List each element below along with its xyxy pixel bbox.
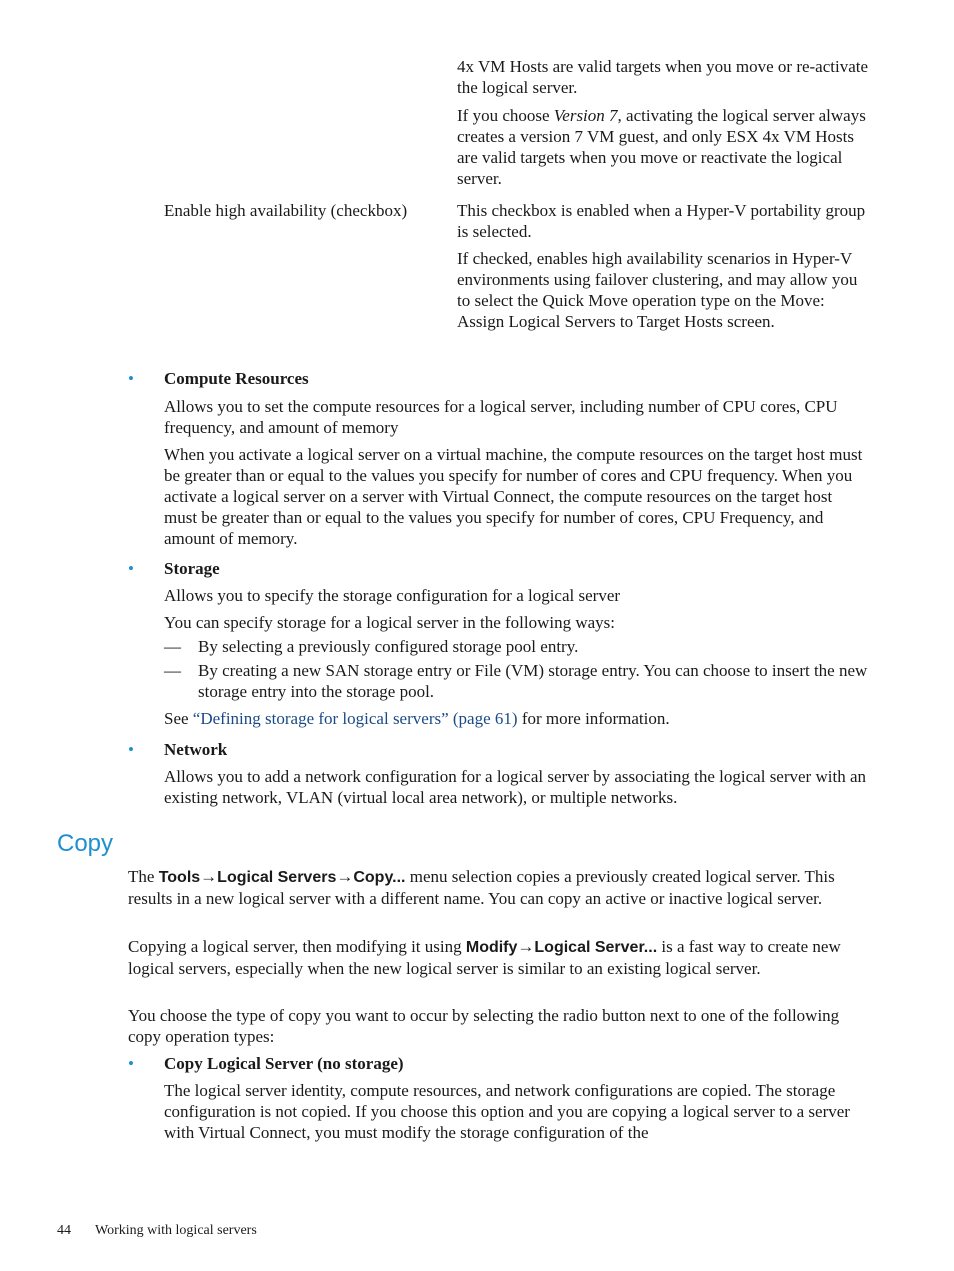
paragraph: You choose the type of copy you want to occur by selecting the radio button next to one of the following copy operation types:	[128, 1006, 840, 1046]
menu-path-item: Logical Servers	[217, 869, 337, 886]
arrow-icon: →	[200, 867, 218, 886]
emphasis-text: Version 7	[553, 106, 618, 125]
text-run: for more information.	[517, 709, 670, 728]
paragraph	[128, 936, 870, 979]
bullet-icon: •	[128, 369, 134, 388]
arrow-icon: →	[517, 937, 535, 956]
paragraph: Allows you to add a network configuration for a logical server by associating the logical server with an existing network, VLAN (virtual local area network), or multiple networks.	[164, 767, 866, 807]
bullet-title-network: Network	[164, 740, 228, 759]
paragraph	[128, 866, 870, 909]
dash-marker: —	[164, 637, 181, 656]
text-run: menu selection copies a previously created logical server. This results in a new logical server with a different name. You can copy an active or inactive logical server.	[128, 867, 835, 908]
paragraph: Allows you to set the compute resources for a logical server, including number of CPU cores, CPU frequency, and amount of memory	[164, 397, 838, 437]
bullet-icon: •	[128, 740, 134, 759]
menu-path-item: Modify	[465, 939, 518, 956]
menu-path-item: Logical Server...	[534, 939, 658, 956]
footer-section-title: Working with logical servers	[95, 1223, 257, 1238]
paragraph: When you activate a logical server on a virtual machine, the compute resources on the target host must be greater than or equal to the values you specify for number of cores and CPU frequency. When you activate a logical server on a server with Virtual Connect, the compute resources on the target host must be greater than or equal to the values you specify for number of cores, CPU Frequency, and amount of memory.	[164, 445, 863, 548]
bullet-title-copy-no-storage: Copy Logical Server (no storage)	[164, 1054, 404, 1073]
menu-path-item: Copy...	[353, 869, 406, 886]
bullet-title-storage: Storage	[164, 559, 220, 578]
table-text: This checkbox is enabled when a Hyper-V portability group is selected.	[457, 201, 866, 241]
text-run: The	[128, 867, 159, 886]
bullet-icon: •	[128, 1054, 134, 1073]
text-run: See	[164, 709, 193, 728]
text-run: is a fast way to create new logical servers, especially when the new logical server is similar to an existing logical server.	[128, 937, 841, 978]
arrow-icon: →	[336, 867, 354, 886]
table-text: If checked, enables high availability scenarios in Hyper-V environments using failover clustering, and may allow you to select the Quick Move operation type on the Move: Assign Logical Servers to Target Hosts screen.	[457, 249, 858, 331]
section-heading-copy: Copy	[57, 830, 114, 857]
table-text	[457, 105, 869, 189]
paragraph	[164, 708, 869, 729]
page-number: 44	[57, 1223, 71, 1238]
table-row-2-description	[457, 200, 869, 332]
table-text: 4x VM Hosts are valid targets when you move or re-activate the logical server.	[457, 57, 869, 97]
paragraph: Allows you to specify the storage configuration for a logical server	[164, 586, 621, 605]
bullet-icon: •	[128, 559, 134, 578]
text-run: Copying a logical server, then modifying it using	[128, 937, 466, 956]
dash-marker: —	[164, 661, 181, 680]
bullet-title-compute: Compute Resources	[164, 369, 309, 388]
list-item: By creating a new SAN storage entry or File (VM) storage entry. You can choose to insert the new storage entry into the storage pool.	[198, 661, 868, 701]
list-item: By selecting a previously configured storage pool entry.	[198, 637, 579, 656]
text-run: If you choose	[457, 106, 554, 125]
table-row-1-description	[457, 56, 869, 189]
paragraph: You can specify storage for a logical server in the following ways:	[164, 613, 616, 632]
table-row-2-term: Enable high availability (checkbox)	[164, 201, 408, 220]
menu-path-item: Tools	[158, 869, 201, 886]
text-run: , activating the logical server always creates a version 7 VM guest, and only ESX 4x VM Hosts are valid targets when you move or reactivate the logical server.	[457, 106, 866, 188]
paragraph: The logical server identity, compute resources, and network configurations are copied. The storage configuration is not copied. If you choose this option and you are copying a logical server to a server with Virtual Connect, you must modify the storage configuration of the	[164, 1081, 850, 1142]
storage-definition-link[interactable]: “Defining storage for logical servers” (page 61)	[192, 709, 518, 728]
